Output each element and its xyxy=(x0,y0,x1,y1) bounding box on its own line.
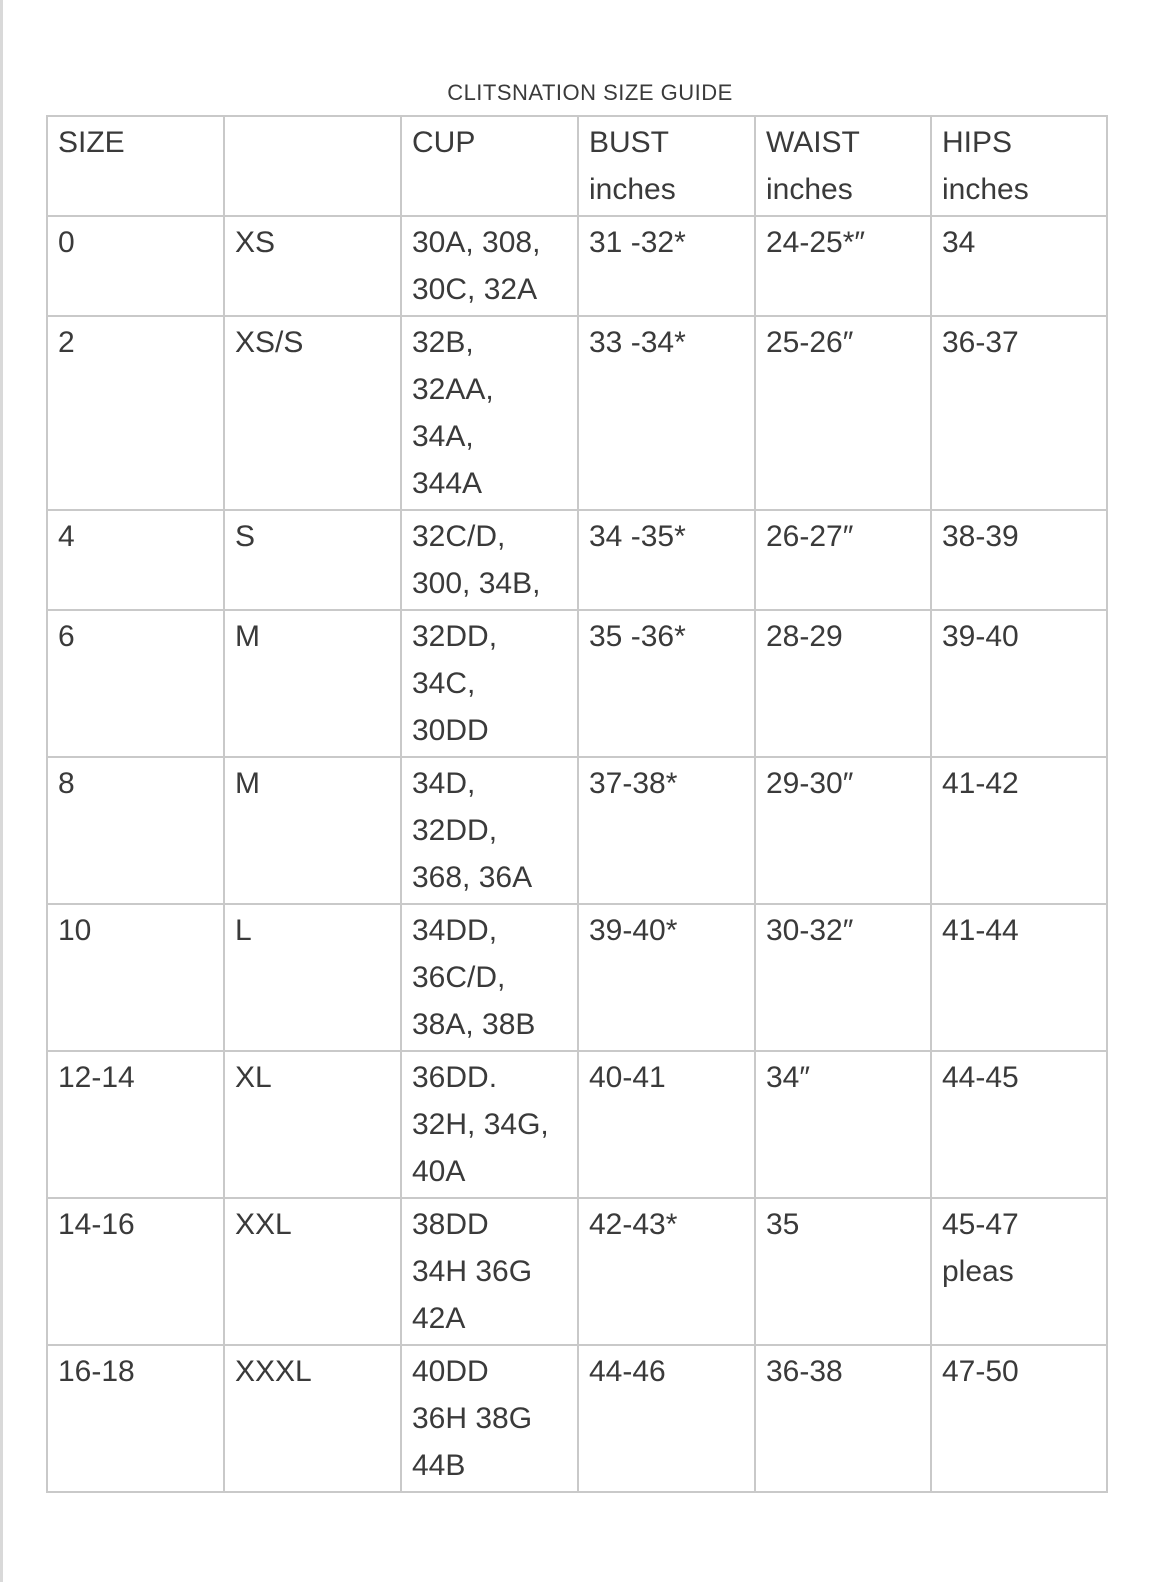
cell-hips: 34 xyxy=(931,216,1107,316)
cell-letter-size: XXL xyxy=(224,1198,401,1345)
cell-size: 6 xyxy=(47,610,224,757)
cell-cup: 34DD, 36C/D, 38A, 38B xyxy=(401,904,578,1051)
cell-letter-size: XS xyxy=(224,216,401,316)
cell-size: 8 xyxy=(47,757,224,904)
cell-cup: 34D, 32DD, 368, 36A xyxy=(401,757,578,904)
cell-waist: 24-25*″ xyxy=(755,216,931,316)
cell-cup: 40DD 36H 38G 44B xyxy=(401,1345,578,1492)
cell-waist: 28-29 xyxy=(755,610,931,757)
header-size: SIZE xyxy=(47,116,224,216)
header-waist: WAIST inches xyxy=(755,116,931,216)
cell-cup: 32DD, 34C, 30DD xyxy=(401,610,578,757)
cell-letter-size: XS/S xyxy=(224,316,401,510)
size-guide-table xyxy=(46,115,1108,1493)
cell-size: 0 xyxy=(47,216,224,316)
cell-waist: 25-26″ xyxy=(755,316,931,510)
cell-bust: 39-40* xyxy=(578,904,755,1051)
cell-cup: 30A, 308, 30C, 32A xyxy=(401,216,578,316)
cell-letter-size: XL xyxy=(224,1051,401,1198)
cell-size: 16-18 xyxy=(47,1345,224,1492)
cell-size: 14-16 xyxy=(47,1198,224,1345)
cell-hips: 47-50 xyxy=(931,1345,1107,1492)
cell-letter-size: S xyxy=(224,510,401,610)
cell-cup: 32C/D, 300, 34B, xyxy=(401,510,578,610)
page-edge xyxy=(0,0,3,1582)
cell-cup: 32B, 32AA, 34A, 344A xyxy=(401,316,578,510)
table-row xyxy=(47,510,1107,610)
table-row xyxy=(47,316,1107,510)
cell-cup: 38DD 34H 36G 42A xyxy=(401,1198,578,1345)
cell-waist: 35 xyxy=(755,1198,931,1345)
table-row xyxy=(47,904,1107,1051)
cell-waist: 29-30″ xyxy=(755,757,931,904)
cell-letter-size: M xyxy=(224,610,401,757)
cell-waist: 34″ xyxy=(755,1051,931,1198)
cell-bust: 42-43* xyxy=(578,1198,755,1345)
cell-letter-size: L xyxy=(224,904,401,1051)
cell-hips: 38-39 xyxy=(931,510,1107,610)
cell-hips: 41-44 xyxy=(931,904,1107,1051)
table-row xyxy=(47,1051,1107,1198)
cell-hips: 39-40 xyxy=(931,610,1107,757)
header-cup: CUP xyxy=(401,116,578,216)
cell-bust: 44-46 xyxy=(578,1345,755,1492)
cell-bust: 34 -35* xyxy=(578,510,755,610)
cell-waist: 36-38 xyxy=(755,1345,931,1492)
cell-bust: 37-38* xyxy=(578,757,755,904)
header-letter-size xyxy=(224,116,401,216)
cell-size: 4 xyxy=(47,510,224,610)
cell-letter-size: M xyxy=(224,757,401,904)
cell-cup: 36DD. 32H, 34G, 40A xyxy=(401,1051,578,1198)
header-hips: HIPS inches xyxy=(931,116,1107,216)
cell-bust: 31 -32* xyxy=(578,216,755,316)
cell-waist: 26-27″ xyxy=(755,510,931,610)
cell-size: 10 xyxy=(47,904,224,1051)
cell-waist: 30-32″ xyxy=(755,904,931,1051)
table-header-row xyxy=(47,116,1107,216)
table-row xyxy=(47,1345,1107,1492)
cell-size: 2 xyxy=(47,316,224,510)
cell-bust: 33 -34* xyxy=(578,316,755,510)
cell-hips: 44-45 xyxy=(931,1051,1107,1198)
table-row xyxy=(47,1198,1107,1345)
cell-hips: 36-37 xyxy=(931,316,1107,510)
header-bust: BUST inches xyxy=(578,116,755,216)
cell-bust: 35 -36* xyxy=(578,610,755,757)
page-title: CLITSNATION SIZE GUIDE xyxy=(447,80,733,105)
cell-bust: 40-41 xyxy=(578,1051,755,1198)
table-row xyxy=(47,757,1107,904)
cell-size: 12-14 xyxy=(47,1051,224,1198)
cell-hips: 45-47 pleas xyxy=(931,1198,1107,1345)
cell-letter-size: XXXL xyxy=(224,1345,401,1492)
table-row xyxy=(47,610,1107,757)
table-row xyxy=(47,216,1107,316)
cell-hips: 41-42 xyxy=(931,757,1107,904)
